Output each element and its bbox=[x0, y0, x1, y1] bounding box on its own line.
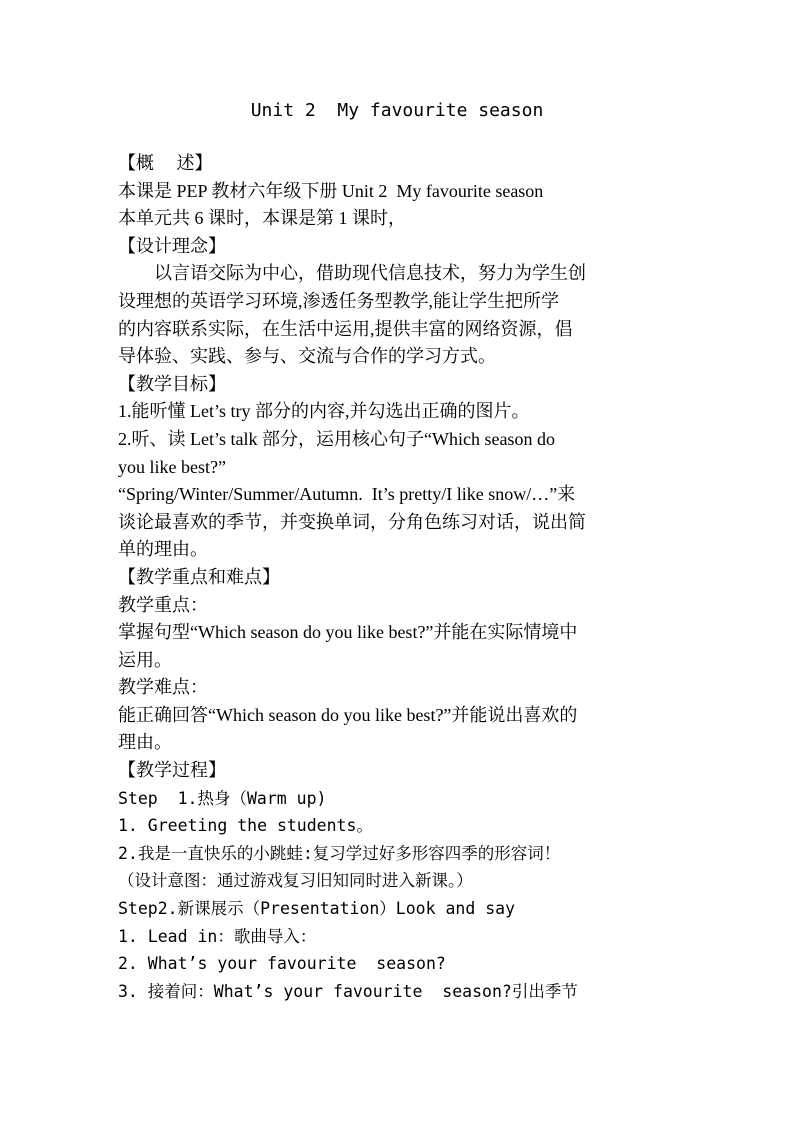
body-line: 掌握句型“Which season do you like best?”并能在实际情境中 bbox=[118, 622, 578, 643]
body-line: 2.听、读 Let’s talk 部分，运用核心句子“Which season do bbox=[118, 428, 555, 449]
body-line: 3. 接着问：What’s your favourite season?引出季节 bbox=[118, 981, 578, 1001]
body-line: 运用。 bbox=[118, 649, 172, 670]
body-line: 【设计理念】 bbox=[118, 235, 226, 256]
body-line: 教学难点： bbox=[118, 677, 208, 698]
body-line: 的内容联系实际，在生活中运用,提供丰富的网络资源，倡 bbox=[118, 318, 573, 339]
body-line: 【概 述】 bbox=[118, 153, 213, 173]
body-line: 1.能听懂 Let’s try 部分的内容,并勾选出正确的图片。 bbox=[118, 401, 530, 422]
body-line: 1. Lead in：歌曲导入： bbox=[118, 926, 317, 946]
body-line: 谈论最喜欢的季节，并变换单词，分角色练习对话，说出简 bbox=[118, 511, 586, 532]
body-line: 单的理由。 bbox=[118, 539, 208, 560]
body-line: 教学重点： bbox=[118, 594, 208, 615]
body-line: 能正确回答“Which season do you like best?”并能说出喜欢的 bbox=[118, 704, 578, 725]
body-line: 2. What’s your favourite season? bbox=[118, 954, 446, 974]
body-line: 2.我是一直快乐的小跳蛙:复习学过好多形容四季的形容词！ bbox=[118, 843, 561, 863]
document-title: Unit 2 My favourite season bbox=[250, 100, 544, 121]
body-line: you like best?” bbox=[118, 456, 226, 477]
body-line: 导体验、实践、参与、交流与合作的学习方式。 bbox=[118, 346, 496, 367]
body-line: 【教学重点和难点】 bbox=[118, 566, 280, 587]
body-line: Step2.新课展示（Presentation）Look and say bbox=[118, 899, 516, 919]
body-line: 1. Greeting the students。 bbox=[118, 816, 373, 836]
body-line: 本单元共 6 课时，本课是第 1 课时， bbox=[118, 208, 406, 229]
document-body bbox=[118, 150, 688, 1005]
body-line: 以言语交际为中心，借助现代信息技术，努力为学生创 bbox=[154, 263, 586, 284]
body-line: 本课是 PEP 教材六年级下册 Unit 2 My favourite season bbox=[118, 180, 544, 201]
body-line: 理由。 bbox=[118, 732, 172, 753]
body-line: “Spring/Winter/Summer/Autumn. It’s pretty/I like snow/…”来 bbox=[118, 484, 576, 505]
body-line: （设计意图：通过游戏复习旧知同时进入新课。） bbox=[118, 871, 473, 891]
body-line: 设理想的英语学习环境,渗透任务型教学,能让学生把所学 bbox=[118, 290, 559, 311]
body-line: 【教学过程】 bbox=[118, 760, 226, 781]
body-line: Step 1.热身（Warm up) bbox=[118, 788, 327, 808]
body-line: 【教学目标】 bbox=[118, 373, 226, 394]
